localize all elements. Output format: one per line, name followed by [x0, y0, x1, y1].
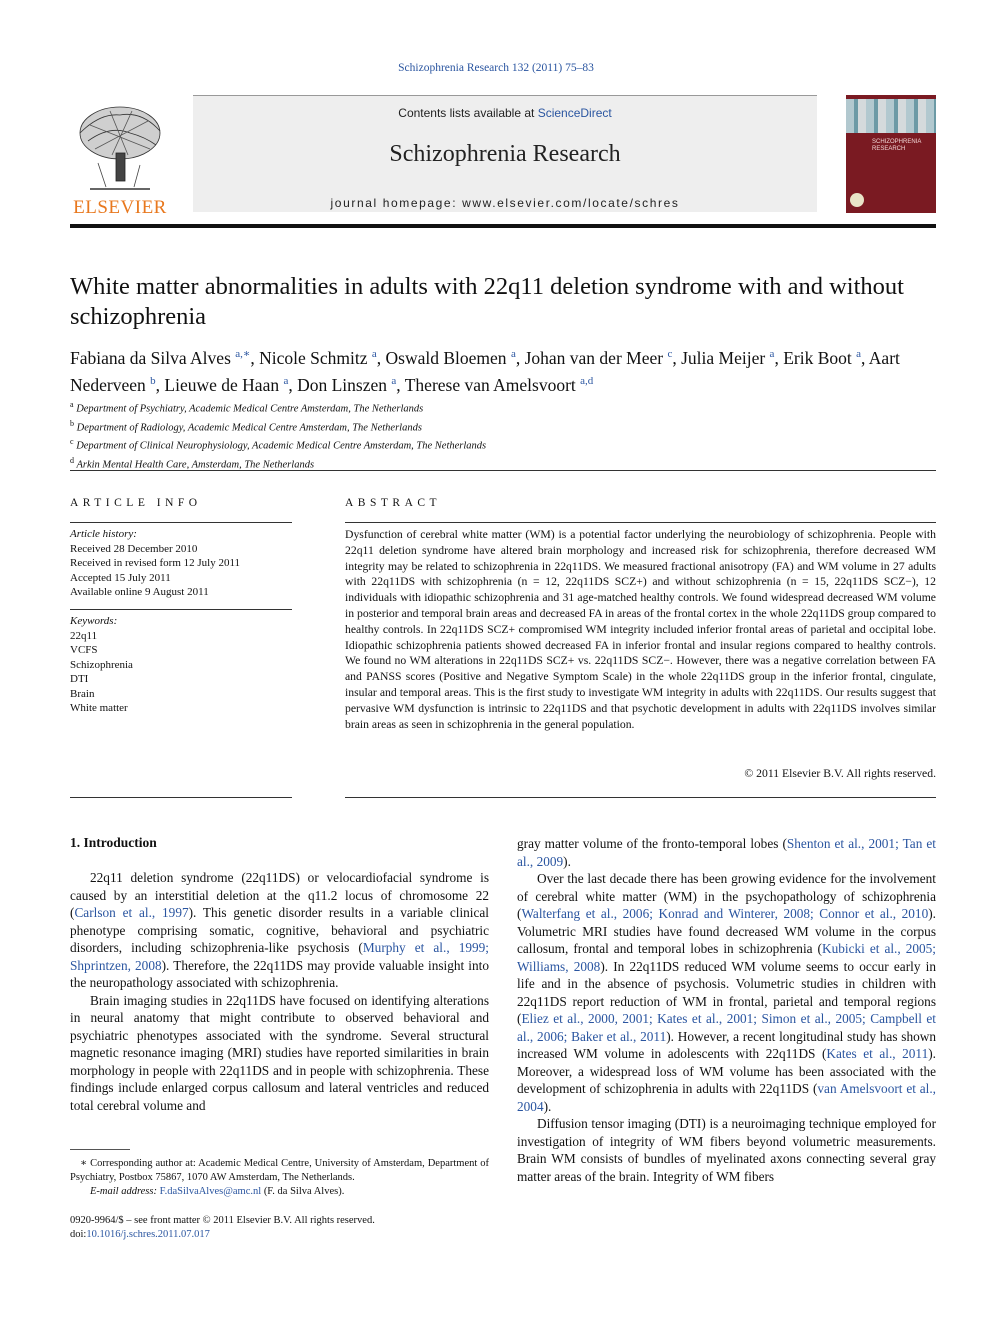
body-text: ). Moreover, a widespread loss of WM volume has been associated with the development of schizophrenia in adults with 22q11DS ( — [517, 1046, 936, 1096]
email-line — [70, 1185, 489, 1199]
affiliation-text: Arkin Mental Health Care, Amsterdam, The Netherlands — [76, 459, 315, 470]
info-rule-top — [70, 522, 292, 523]
abstract-text: Dysfunction of cerebral white matter (WM) is a potential factor underlying the neurobiology of schizophrenia. People with 22q11 deletion syndrome have altered brain morphology and increased risk for schizophrenia, therefore decreased WM integrity may be related to schizophrenia in 22q11DS. We measured fractional anisotropy (FA) and WM volume in 27 adults with 22q11DS with schizophrenia (n = 12, 22q11DS SCZ+) and without schizophrenia (n = 15, 22q11DS SCZ−), 12 individuals with idiopathic schizophrenia and 31 age-matched healthy controls. We found widespread decreased WM volume in posterior and temporal brain areas and decreased FA in areas of the frontal cortex in the whole 22q11DS group compared to healthy controls. In 22q11DS SCZ+ compromised WM integrity included inferior frontal areas of parietal and occipital lobe. Idiopathic schizophrenia patients showed decreased FA in inferior frontal and insular regions compared to healthy controls. We found no WM alterations in 22q11DS SCZ+ vs. 22q11DS SCZ−. However, there was a negative correlation between FA and PANSS scores (Positive and Negative Symptom Scale) in the whole 22q11DS group in the inferior frontal, cingulate, insular and temporal areas. This is the first study to investigate WM integrity in adults with 22q11DS. Our results suggest that pervasive WM dysfunction is intrinsic to 22q11DS and that psychotic development in adults with 22q11DS involves similar brain areas as seen in schizophrenia in the general population. — [345, 528, 936, 731]
journal-banner — [70, 93, 936, 218]
body-text: ). However, a recent longitudinal study has shown increased WM volume in adolescents with 22q11DS ( — [517, 1028, 937, 1061]
body-text: 22q11 deletion syndrome (22q11DS) or velocardiofacial syndrome is caused by an interstitial deletion at the q11.2 locus of chromosome 22 ( — [70, 870, 489, 920]
body-text: ). Therefore, the 22q11DS may provide valuable insight into the neuropathology associated with schizophrenia. — [70, 957, 489, 990]
affiliation-item — [70, 398, 936, 417]
affiliation-marker: d — [70, 455, 74, 465]
author-name[interactable]: Aart Nederveen — [70, 347, 900, 395]
history-label: Article history: — [70, 528, 137, 540]
body-left-column — [70, 869, 489, 1114]
citation-link[interactable]: van Amelsvoort et al., 2004 — [517, 1081, 936, 1114]
header-rule — [70, 224, 936, 228]
citation-link[interactable]: Eliez et al., 2000, 2001; Kates et al., 2001; Simon et al., 2005; Campbell et al., 2006; Baker et al., 2011 — [517, 1011, 936, 1044]
doi-line — [70, 1228, 489, 1242]
affiliation-marker: a — [70, 400, 74, 409]
author-affiliation-marker[interactable]: a — [371, 348, 377, 360]
citation-link[interactable]: Shenton et al., 2001; Tan et al., 2009 — [517, 836, 936, 869]
email-link[interactable]: F.daSilvaAlves@amc.nl — [159, 1186, 262, 1197]
cover-seal-icon — [850, 193, 864, 207]
author-affiliation-marker[interactable]: a — [856, 348, 861, 360]
abstract-rule-bottom — [345, 797, 936, 798]
doi-link[interactable]: 10.1016/j.schres.2011.07.017 — [86, 1229, 210, 1240]
affiliation-text: Department of Clinical Neurophysiology, Academic Medical Centre Amsterdam, The Netherlands — [76, 440, 487, 452]
affiliation-marker: c — [70, 437, 74, 446]
issn-line: 0920-9964/$ – see front matter © 2011 Elsevier B.V. All rights reserved. — [70, 1215, 375, 1226]
author-name[interactable]: Fabiana da Silva Alves — [70, 347, 236, 368]
author-name[interactable]: Erik Boot — [783, 347, 857, 368]
author-name[interactable]: Lieuwe de Haan — [164, 374, 284, 395]
affiliation-text: Department of Psychiatry, Academic Medical Centre Amsterdam, The Netherlands — [76, 403, 424, 415]
journal-citation[interactable]: Schizophrenia Research 132 (2011) 75–83 — [398, 62, 594, 74]
affiliation-marker: b — [70, 418, 74, 428]
body-paragraph — [517, 870, 936, 1115]
citation-link[interactable]: Kubicki et al., 2005; Williams, 2008 — [517, 941, 936, 974]
abstract-heading: ABSTRACT — [345, 497, 442, 509]
contents-line — [193, 106, 817, 120]
citation-link[interactable]: Carlson et al., 1997 — [74, 905, 189, 920]
history-list — [70, 542, 292, 600]
citation-link[interactable]: Kates et al., 2011 — [826, 1046, 929, 1061]
affiliation-rule — [70, 470, 936, 471]
elsevier-tree-icon — [70, 103, 170, 193]
history-item: Accepted 15 July 2011 — [70, 571, 171, 584]
affiliation-item — [70, 435, 936, 454]
author-name[interactable]: Johan van der Meer — [524, 347, 668, 368]
abstract-rule-top — [345, 522, 936, 523]
corresponding-text: ∗ Corresponding author at: Academic Medical Centre, University of Amsterdam, Department of Psychiatry, Postbox 75867, 1070 AW Amsterdam, The Netherlands. — [70, 1158, 489, 1183]
journal-homepage[interactable]: journal homepage: www.elsevier.com/locate/schres — [330, 196, 680, 210]
keyword-item: VCFS — [70, 644, 98, 656]
keywords-list — [70, 629, 292, 716]
author-name[interactable]: Therese van Amelsvoort — [404, 374, 581, 395]
abstract-copyright: © 2011 Elsevier B.V. All rights reserved. — [744, 767, 936, 780]
body-text: Brain imaging studies in 22q11DS have focused on identifying alterations in neural anatomy that might contribute to observed behavioral and psychiatric phenotypes associated with the syndrome. Several structural magnetic resonance imaging (MRI) studies have reported similarities in brain morphology in people with 22q11DS and in people with schizophrenia. These findings include enlarged corpus callosum and lateral ventricles and reduced total cerebral volume and — [70, 992, 489, 1113]
body-text: Diffusion tensor imaging (DTI) is a neuroimaging technique employed for investigation of integrity of WM fibers beyond volumetric measurements. Brain WM consists of bundles of myelinated axons connecting several gray matter areas of the brain. Integrity of WM fibers — [517, 1116, 936, 1184]
author-affiliation-marker[interactable]: a — [391, 374, 397, 387]
elsevier-wordmark: ELSEVIER — [73, 197, 167, 218]
journal-info-box — [193, 95, 817, 212]
body-text: ). — [543, 1098, 552, 1114]
body-right-column — [517, 835, 936, 1185]
citation-link[interactable]: Murphy et al., 1999; Shprintzen, 2008 — [70, 940, 489, 973]
keyword-item: Brain — [70, 687, 95, 700]
author-affiliation-marker[interactable]: b — [150, 374, 156, 387]
keyword-item: White matter — [70, 702, 128, 714]
info-rule-mid — [70, 609, 292, 610]
affiliation-item — [70, 417, 936, 436]
author-name[interactable]: Oswald Bloemen — [385, 347, 511, 368]
footnote-rule — [70, 1149, 130, 1150]
email-label: E-mail address: — [90, 1186, 157, 1197]
contents-prefix: Contents lists available at — [398, 106, 538, 120]
author-affiliation-marker[interactable]: a — [769, 348, 775, 360]
body-paragraph — [517, 835, 936, 870]
history-item: Available online 9 August 2011 — [70, 586, 209, 598]
author-affiliation-marker[interactable]: a — [283, 374, 289, 387]
author-name[interactable]: Julia Meijer — [681, 347, 770, 368]
elsevier-logo[interactable] — [70, 103, 170, 218]
body-paragraph — [70, 869, 489, 992]
article-title: White matter abnormalities in adults with 22q11 deletion syndrome with and without schizophrenia — [70, 273, 904, 330]
journal-cover-image[interactable] — [846, 95, 936, 213]
history-item: Received 28 December 2010 — [70, 542, 198, 555]
author-affiliation-marker[interactable]: c — [667, 348, 673, 360]
journal-title: Schizophrenia Research — [389, 141, 621, 167]
body-text: ). Volumetric MRI studies have found decreased WM volume in the corpus callosum, frontal and temporal lobes in schizophrenia ( — [517, 906, 936, 956]
doi-label: doi: — [70, 1229, 87, 1240]
keywords-block — [70, 614, 292, 716]
author-list: Fabiana da Silva Alves $^{a,∗}$, Nicole Schmitz $^a$, Oswald Bloemen $^a$, Johan van der Meer $^c$, Julia Meijer $^a$, Erik Boot $^a$, Aart Nederveen $^b$, Lieuwe de Haan $^a$, Don Linszen $^a$, Therese van Amelsvoort $^{a,d}$ — [70, 347, 900, 395]
author-name[interactable]: Don Linszen — [297, 374, 392, 395]
affiliation-text: Department of Radiology, Academic Medical Centre Amsterdam, The Netherlands — [76, 422, 422, 433]
citation-link[interactable]: Walterfang et al., 2006; Konrad and Winterer, 2008; Connor et al., 2010 — [521, 906, 929, 921]
body-paragraph — [517, 1115, 936, 1185]
keyword-item: Schizophrenia — [70, 658, 133, 671]
body-text: ). This genetic disorder results in a variable clinical phenotype comprising somatic, cognitive, behavioral and psychiatric disorders, including schizophrenia-like psychosis ( — [70, 905, 489, 955]
article-history — [70, 527, 292, 600]
body-paragraph — [70, 992, 489, 1115]
body-text: gray matter volume of the fronto-temporal lobes ( — [517, 836, 787, 851]
sciencedirect-link[interactable]: ScienceDirect — [537, 106, 612, 120]
cover-pattern — [846, 99, 936, 133]
keywords-label: Keywords: — [70, 615, 118, 627]
article-info-heading: ARTICLE INFO — [70, 497, 202, 509]
author-name[interactable]: Nicole Schmitz — [259, 347, 372, 368]
info-rule-bottom — [70, 797, 292, 798]
front-matter-note — [70, 1214, 489, 1242]
author-affiliation-marker[interactable]: a,d — [580, 374, 594, 387]
history-item: Received in revised form 12 July 2011 — [70, 557, 241, 569]
keyword-item: 22q11 — [70, 629, 98, 642]
cover-title: SCHIZOPHRENIA RESEARCH — [872, 139, 922, 152]
author-affiliation-marker[interactable]: a,∗ — [235, 348, 251, 360]
body-text: Over the last decade there has been growing evidence for the involvement of cerebral white matter (WM) in the psychopathology of schizophrenia ( — [517, 871, 936, 921]
email-suffix: (F. da Silva Alves). — [263, 1186, 345, 1197]
affiliation-list — [70, 398, 936, 472]
keyword-item: DTI — [70, 673, 89, 685]
section-heading-introduction: 1. Introduction — [70, 835, 157, 850]
body-text: ). In 22q11DS reduced WM volume seems to occur early in life and in the absence of psychosis. Volumetric studies in children with 22q11DS report reduction of WM in frontal, parietal and temporal regions ( — [517, 958, 936, 1026]
author-affiliation-marker[interactable]: a — [510, 348, 516, 360]
corresponding-author-note — [70, 1157, 489, 1199]
body-text: ). — [563, 853, 571, 869]
